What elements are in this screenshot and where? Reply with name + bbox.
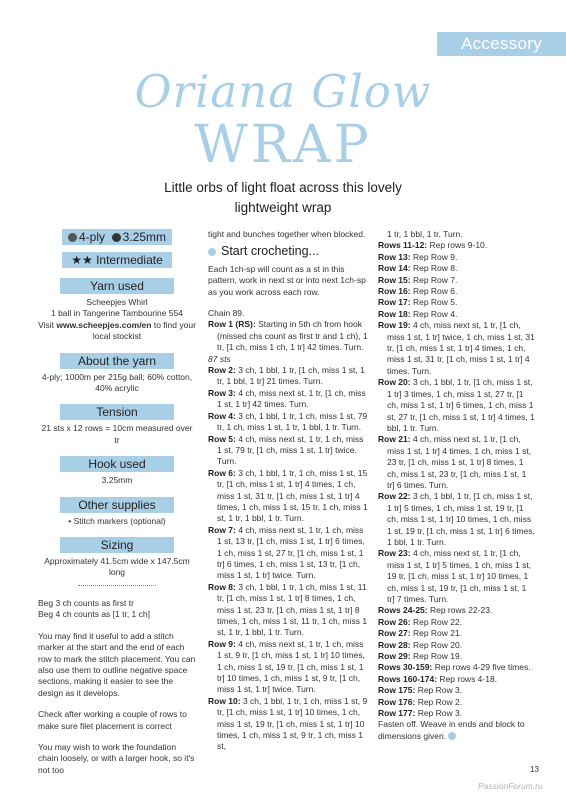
row-label: Row 15: [378, 274, 411, 285]
start-crocheting-heading [208, 246, 368, 257]
yarn-used-heading: Yarn used [60, 278, 174, 294]
note-beg3: Beg 3 ch counts as first tr [38, 597, 134, 608]
pattern-row [378, 651, 536, 662]
row-label: Row 7: [208, 524, 236, 535]
hook-used-heading: Hook used [60, 456, 174, 472]
pattern-row [378, 491, 536, 548]
tension-text: 21 sts x 12 rows = 10cm measured over tr [41, 423, 193, 445]
right-rows [378, 240, 536, 719]
row-label: Row 13: [378, 251, 411, 262]
yarn-amount: 1 ball in Tangerine Tambourine 554 [50, 308, 183, 319]
pattern-row [378, 708, 536, 719]
pattern-row [378, 377, 536, 434]
row-text: Rep Row 3. [415, 685, 463, 696]
row-text: 3 ch, 1 bbl, 1 tr, 1 ch, miss 1 st, 79 tr, 1 ch, miss 1 st, 1 tr, 1 bbl, 1 tr. Turn. [217, 410, 368, 433]
pattern-row [378, 685, 536, 696]
page-number: 13 [530, 765, 539, 774]
row-text: 4 ch, miss next st, 1 tr, 1 ch, miss 1 st, 79 tr, [1 ch, miss 1 st, 1 tr] twice. Turn. [217, 433, 364, 467]
middle-rows [208, 319, 368, 752]
row-text: Rep rows 4-29 five times. [432, 662, 531, 673]
row-label: Row 2: [208, 365, 236, 376]
row-text: 4 ch, miss next st, 1 tr, [1 ch, miss 1 st, 1 tr] twice, 1 ch, miss 1 st, 31 tr, [1 ch, miss 1 st, 1 tr] 4 times, 1 ch, miss 1 st, 31 tr, [1 ch, miss 1 st, 1 tr] 4 times. Turn. [387, 320, 535, 376]
row-label: Row 26: [378, 616, 411, 627]
finish-label: Fasten off. Weave in ends and block to dimensions given. [378, 719, 525, 741]
row-label: Row 3: [208, 387, 236, 398]
end-dot-icon [448, 732, 456, 740]
pattern-row [208, 434, 368, 468]
row-label: Row 4: [208, 410, 236, 421]
pattern-row [208, 525, 368, 582]
stockist-link[interactable]: www.scheepjes.com/en [56, 319, 152, 330]
yarn-ball-icon [68, 233, 77, 242]
pattern-row [378, 605, 536, 616]
title-line2: WRAP [194, 115, 372, 175]
left-continuation: tight and bunches together when blocked. [208, 229, 366, 239]
row-label: Row 23: [378, 548, 411, 559]
row-text: 3 ch, 1 bbl, 1 tr, [1 ch, miss 1 st, 1 tr, 1 bbl, 1 tr] 21 times. Turn. [217, 365, 365, 387]
row-text: Rep rows 22-23. [427, 605, 493, 616]
pattern-row [208, 319, 368, 353]
row-text: Rep Row 3. [415, 708, 463, 719]
row-text: Starting in 5th ch from hook (missed chs count as first tr and 1 ch), 1 tr, [1 ch, miss 1 ch, 1 tr] 42 times. Turn. [217, 319, 368, 353]
row-label: Row 6: [208, 467, 236, 478]
row-text: Rep Row 5. [410, 297, 458, 308]
other-supplies-heading: Other supplies [60, 497, 174, 513]
visit-pre: Visit [38, 319, 57, 330]
row-label: Row 27: [378, 628, 411, 639]
pattern-row [378, 240, 536, 251]
other-supplies-text: • Stitch markers (optional) [68, 515, 166, 526]
row-text: 4 ch, miss next st, 1 tr, [1 ch, miss 1 st, 1 tr] 42 times. Turn. [217, 387, 366, 410]
middle-continuation: 1 tr, 1 bbl, 1 tr. Turn. [387, 229, 463, 239]
row-text: 3 ch, 1 bbl, 1 tr, [1 ch, miss 1 st, 1 tr] 3 times, 1 ch, miss 1 st, 27 tr, [1 ch, miss 1 st, 1 tr] 6 times, 1 ch, miss 1 st, 27 tr, [1 ch, miss 1 st, 1 tr] 4 times, 1 bbl, 1 tr. Turn. [387, 377, 535, 433]
row-text: 4 ch, miss next st, 1 tr, 1 ch, miss 1 st, 13 tr, [1 ch, miss 1 st, 1 tr] 6 times, 1 ch, miss 1 st, 27 tr, [1 ch, miss 1 st, 1 tr] 6 times, 1 ch, miss 1 st, 13 tr, [1 ch, miss 1 st, 1 tr] twice. Turn. [217, 524, 365, 581]
pattern-row [208, 411, 368, 434]
row-label: Rows 160-174: [378, 673, 438, 684]
row-label: Row 176: [378, 696, 416, 707]
sizing-heading: Sizing [60, 537, 174, 553]
hook-size: 3.25mm [122, 230, 167, 244]
row-label: Rows 30-159: [378, 662, 433, 673]
row-text: 4 ch, miss next st, 1 tr, [1 ch, miss 1 st, 1 tr] 5 times, 1 ch, miss 1 st, 19 tr, [1 ch, miss 1 st, 1 tr] 10 times, 1 ch, miss 1 st, 19 tr, [1 ch, miss 1 st, 1 tr] 7 times. Turn. [387, 548, 532, 604]
yarn-stockist [38, 320, 196, 343]
note-check: Check after working a couple of rows to make sure filet placement is correct [38, 709, 187, 731]
pattern-row [378, 286, 536, 297]
pattern-row [208, 639, 368, 696]
heading-text: Start crocheting... [221, 244, 319, 259]
pattern-row [378, 628, 536, 639]
subtitle [0, 178, 566, 218]
row-text: Rep Row 9. [410, 251, 458, 262]
row-text: 3 ch, 1 bbl, 1 tr, 1 ch, miss 1 st, 11 tr, [1 ch, miss 1 st, 1 tr] 8 times, 1 ch, miss 1 st, 23 tr, [1 ch, miss 1 st, 1 tr] 8 times, 1 ch, miss 1 st, 11 tr, 1 ch, miss 1 st, 1 tr, 1 bbl, 1 tr. Turn. [217, 581, 368, 638]
yarn-name: Scheepjes Whirl [86, 297, 148, 307]
pattern-row [208, 354, 368, 365]
subtitle-line2: lightweight wrap [234, 200, 332, 215]
chain-text: Chain 89. [208, 308, 245, 319]
row-label: Row 29: [378, 651, 411, 662]
pattern-row [378, 297, 536, 308]
row-text: Rep Row 20. [410, 639, 463, 650]
sizing-text: Approximately 41.5cm wide x 147.5cm long [44, 556, 190, 578]
row-label: Row 18: [378, 308, 411, 319]
pattern-row [208, 582, 368, 639]
section-tab: Accessory [437, 32, 566, 56]
watermark: PassionForum.ru [478, 781, 543, 791]
pattern-row [208, 468, 368, 525]
row-text: Rep Row 6. [410, 286, 458, 297]
finish-text [378, 719, 536, 742]
row-text: Rep Row 19. [410, 651, 463, 662]
about-yarn-text: 4-ply; 1000m per 215g ball; 60% cotton, 40% acrylic [41, 371, 193, 394]
row-label: Row 5: [208, 433, 236, 444]
title-line1: Oriana Glow [134, 65, 432, 118]
row-label: Row 14: [378, 263, 411, 274]
row-text: Rep Row 4. [410, 308, 458, 319]
visit-post: to find your local stockist [92, 319, 196, 342]
pattern-row [378, 320, 536, 377]
yarn-weight: 4-ply [78, 230, 105, 244]
pattern-row [378, 275, 536, 286]
pattern-row [378, 674, 536, 685]
about-yarn-heading: About the yarn [60, 353, 174, 369]
row-text: Rep rows 4-18. [437, 673, 498, 684]
weight-hook-band [62, 229, 172, 245]
note-stitch-marker: You may find it useful to add a stitch marker at the start and the end of each row to mark the stitch placement. You can also use them to outline negative space sections, making it easier to see the design as it develops. [38, 630, 196, 698]
pattern-row [378, 548, 536, 605]
note-foundation: You may wish to work the foundation chain loosely, or with a larger hook, so it's not too [38, 741, 195, 775]
pattern-row [378, 640, 536, 651]
pattern-row [378, 662, 536, 673]
row-label: Row 19: [378, 320, 411, 331]
row-text: 3 ch, 1 bbl, 1 tr, 1 ch, miss 1 st, 15 tr, [1 ch, miss 1 st, 1 tr] 4 times, 1 ch, miss 1 st, 31 tr, [1 ch, miss 1 st, 1 tr] 4 times, 1 ch, miss 1 st, 15 tr, 1 ch, miss 1 st, 1 tr, 1 bbl, 1 tr. Turn. [217, 467, 368, 524]
middle-column [208, 229, 368, 753]
yarn-used-info [38, 297, 196, 343]
row-label: Row 1 (RS): [208, 319, 256, 330]
pattern-row [208, 388, 368, 411]
row-label: Row 8: [208, 581, 236, 592]
pattern-row [378, 434, 536, 491]
hook-used-text: 3.25mm [101, 475, 133, 486]
tension-heading: Tension [60, 404, 174, 420]
bullet-dot-icon [208, 248, 216, 256]
pattern-row [378, 617, 536, 628]
level-band: ★★ Intermediate [62, 252, 172, 268]
subtitle-line1: Little orbs of light float across this lovely [164, 180, 402, 195]
note-beg4: Beg 4 ch counts as [1 tr, 1 ch] [38, 609, 150, 620]
row-label: Row 177: [378, 708, 416, 719]
pattern-row [378, 309, 536, 320]
pattern-row [208, 696, 368, 753]
row-text: 3 ch, 1 bbl, 1 tr, 1 ch, miss 1 st, 9 tr, [1 ch, miss 1 st, 1 tr] 10 times, 1 ch, miss 1 st, 19 tr, [1 ch, miss 1 st, 1 tr] 10 times, 1 ch, miss 1 st, 9 tr, 1 ch, miss 1 st, [217, 695, 368, 752]
pattern-row [378, 252, 536, 263]
row-text: Rep Row 22. [410, 616, 463, 627]
row-label: Row 9: [208, 638, 236, 649]
row-text: 4 ch, miss next st, 1 tr, 1 ch, miss 1 st, 9 tr, [1 ch, miss 1 st, 1 tr] 10 times, 1 ch, miss 1 st, 19 tr, [1 ch, miss 1 st, 1 tr] 10 times, 1 ch, miss 1 st, 9 tr, [1 ch, miss 1 st, 1 tr] twice. Turn. [217, 638, 365, 695]
row-text: Rep Row 8. [410, 263, 458, 274]
row-label: Row 10: [208, 695, 241, 706]
row-text: Rep Row 2. [415, 696, 463, 707]
row-label: Row 28: [378, 639, 411, 650]
row-text: Rep Row 7. [410, 274, 458, 285]
pattern-row [208, 365, 368, 388]
row-label: Row 175: [378, 685, 416, 696]
row-text: Rep rows 9-10. [427, 240, 488, 251]
hook-icon [112, 233, 121, 242]
right-column [378, 229, 536, 742]
pattern-row [378, 697, 536, 708]
left-column [38, 229, 196, 776]
row-label: Rows 11-12: [378, 240, 428, 251]
intro-text: Each 1ch-sp will count as a st in this pattern, work in next st or into next 1ch-sp as you work across each row. [208, 263, 366, 297]
row-label: Rows 24-25: [378, 605, 428, 616]
row-text: 87 sts [208, 353, 231, 364]
pattern-row [378, 263, 536, 274]
row-text: 3 ch, 1 bbl, 1 tr, [1 ch, miss 1 st, 1 tr] 5 times, 1 ch, miss 1 st, 19 tr, [1 ch, miss 1 st, 1 tr] 10 times, 1 ch, miss 1 st, 19 tr, [1 ch, miss 1 st, 1 tr] 6 times, 1 bbl, 1 tr. Turn. [387, 491, 535, 547]
row-label: Row 20: [378, 377, 411, 388]
row-label: Row 21: [378, 434, 411, 445]
row-text: 4 ch, miss next st, 1 tr, [1 ch, miss 1 st, 1 tr] 4 times, 1 ch, miss 1 st, 23 tr, [1 ch, miss 1 st, 1 tr] 8 times, 1 ch, miss 1 st, 23 tr, [1 ch, miss 1 st, 1 tr] 6 times. Turn. [387, 434, 532, 490]
row-label: Row 16: [378, 286, 411, 297]
row-label: Row 22: [378, 491, 411, 502]
row-text: Rep Row 21. [410, 628, 463, 639]
row-label: Row 17: [378, 297, 411, 308]
